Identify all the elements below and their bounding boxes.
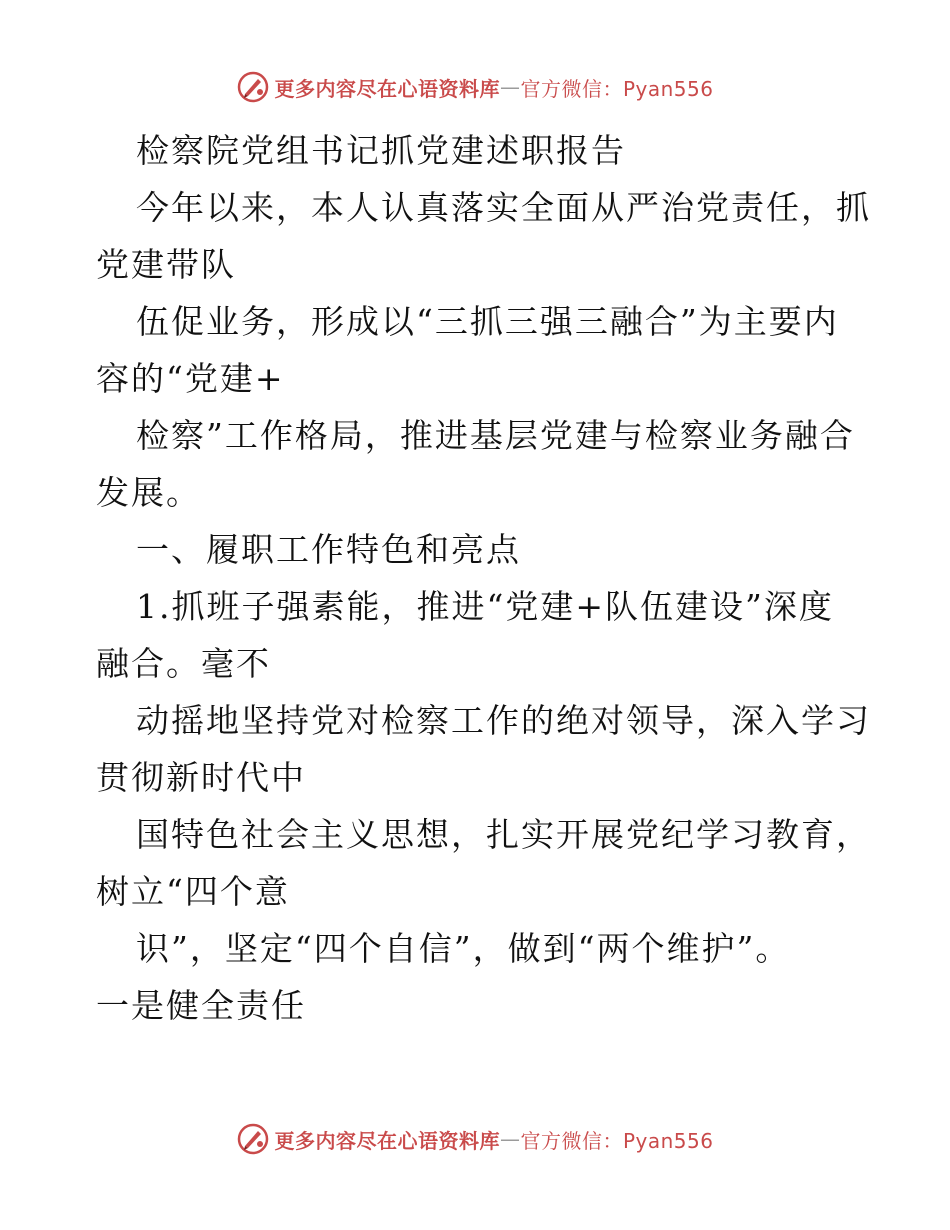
page-footer-watermark	[0, 1122, 950, 1156]
watermark-dash: —	[499, 1127, 521, 1151]
document-line: 容的“党建+	[96, 359, 285, 398]
document-line: 识”，坚定“四个自信”，做到“两个维护”。	[136, 929, 791, 968]
document-line: 动摇地坚持党对检察工作的绝对领导，深入学习	[136, 701, 871, 740]
document-line: 一、履职工作特色和亮点	[136, 530, 521, 569]
document-line: 检察”工作格局，推进基层党建与检察业务融合	[136, 416, 855, 455]
writing-hand-icon	[236, 70, 270, 104]
document-line: 今年以来，本人认真落实全面从严治党责任，抓	[136, 188, 871, 227]
document-line: 树立“四个意	[96, 872, 290, 911]
document-line: 发展。	[96, 473, 201, 512]
watermark-dash: —	[499, 75, 521, 99]
page-header-watermark	[0, 70, 950, 104]
watermark-wechat: 官方微信：Pyan556	[520, 1128, 714, 1153]
document-line: 党建带队	[96, 245, 236, 284]
document-line: 贯彻新时代中	[96, 758, 306, 797]
watermark-wechat: 官方微信：Pyan556	[520, 76, 714, 101]
document-line: 一是健全责任	[96, 986, 306, 1025]
document-line: 1.抓班子强素能，推进“党建+队伍建设”深度	[136, 587, 834, 626]
document-line: 国特色社会主义思想，扎实开展党纪学习教育，	[136, 815, 871, 854]
writing-hand-icon	[236, 1122, 270, 1156]
watermark-brand: 更多内容尽在心语资料库	[274, 1128, 500, 1153]
document-line: 融合。毫不	[96, 644, 271, 683]
document-line: 伍促业务，形成以“三抓三强三融合”为主要内	[136, 302, 839, 341]
document-body	[96, 122, 871, 1034]
watermark-brand: 更多内容尽在心语资料库	[274, 76, 500, 101]
document-line: 检察院党组书记抓党建述职报告	[136, 131, 626, 170]
